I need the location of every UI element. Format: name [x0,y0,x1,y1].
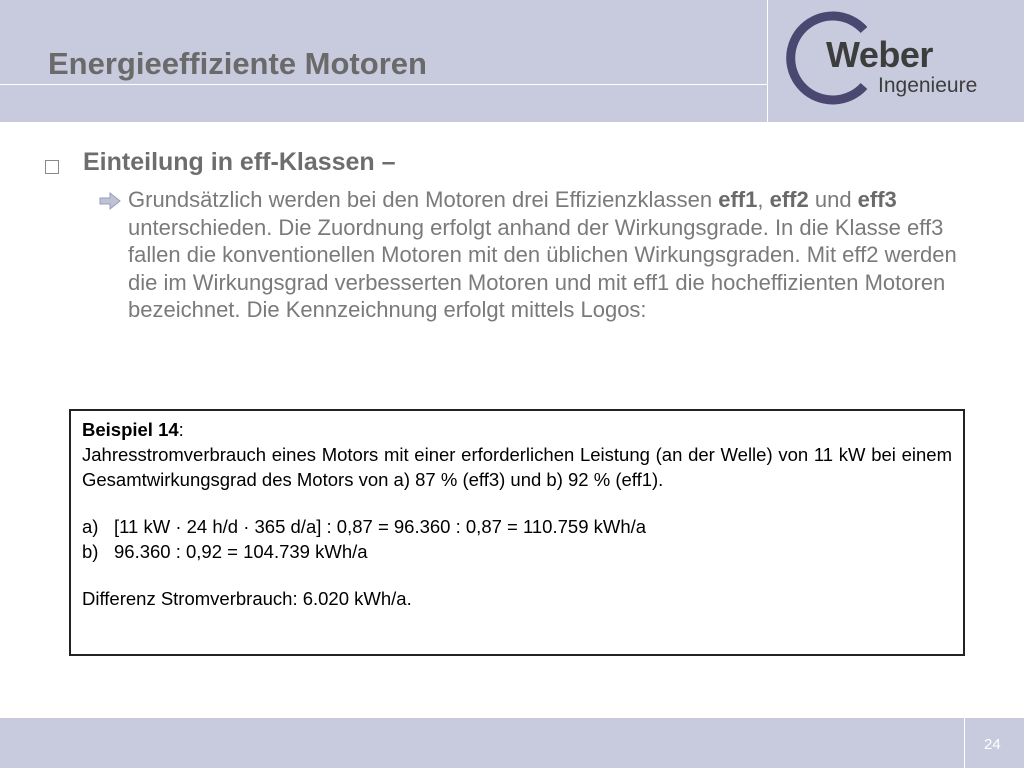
calculation-a [82,514,952,539]
class-eff3: eff3 [857,187,897,212]
example-heading-line [82,417,952,442]
paragraph-text-3: und [808,187,858,212]
paragraph-text-4: unterschieden. Die Zuordnung erfolgt anhand der Wirkungsgrade. In die Klasse eff3 fallen die konventionellen Motoren mit den üblichen Wirkungsgraden. Mit eff2 werden die im Wirkungsgrad verbesserten Motoren und mit eff1 die hocheffizienten Motoren bezeichnet. Die Kennzeichnung erfolgt mittels Logos: [128,214,957,322]
arrow-right-icon [98,190,124,212]
example-spacer [82,492,952,514]
header-band [0,0,1024,122]
example-spacer-2 [82,564,952,586]
class-eff1: eff1 [718,187,758,212]
logo-word: Weber [826,34,933,75]
footer-vertical-divider [964,718,965,768]
example-heading: Beispiel 14 [82,419,179,440]
body-paragraph [128,186,988,324]
calculation-b [82,539,952,564]
example-result: Differenz Stromverbrauch: 6.020 kWh/a. [82,588,412,609]
calculation-b-text: 96.360 : 0,92 = 104.739 kWh/a [114,541,368,562]
square-bullet-icon [45,160,59,174]
paragraph-text-2: , [757,187,770,212]
example-box [69,409,965,656]
calculation-b-label: b) [82,541,99,562]
page-number: 24 [984,736,1001,753]
weber-ingenieure-logo [778,8,1018,108]
calculation-a-text: [11 kW · 24 h/d · 365 d/a] : 0,87 = 96.360 : 0,87 = 110.759 kWh/a [114,516,647,537]
bullet-item [45,148,985,182]
bullet-title: Einteilung in eff-Klassen – [83,148,396,176]
paragraph-text-1: Grundsätzlich werden bei den Motoren drei Effizienzklassen [128,187,719,212]
example-heading-suffix: : [178,419,184,440]
footer-band [0,718,1024,768]
header-divider [0,84,768,85]
logo-subtitle: Ingenieure [878,74,978,97]
header-vertical-divider [767,0,768,122]
page-title: Energieeffiziente Motoren [48,46,427,81]
class-eff2: eff2 [769,187,809,212]
calculation-a-label: a) [82,516,99,537]
example-description: Jahresstromverbrauch eines Motors mit einer erforderlichen Leistung (an der Welle) von 11 kW bei einem Gesamtwirkungsgrad des Motors von a) 87 % (eff3) und b) 92 % (eff1). [82,444,952,490]
